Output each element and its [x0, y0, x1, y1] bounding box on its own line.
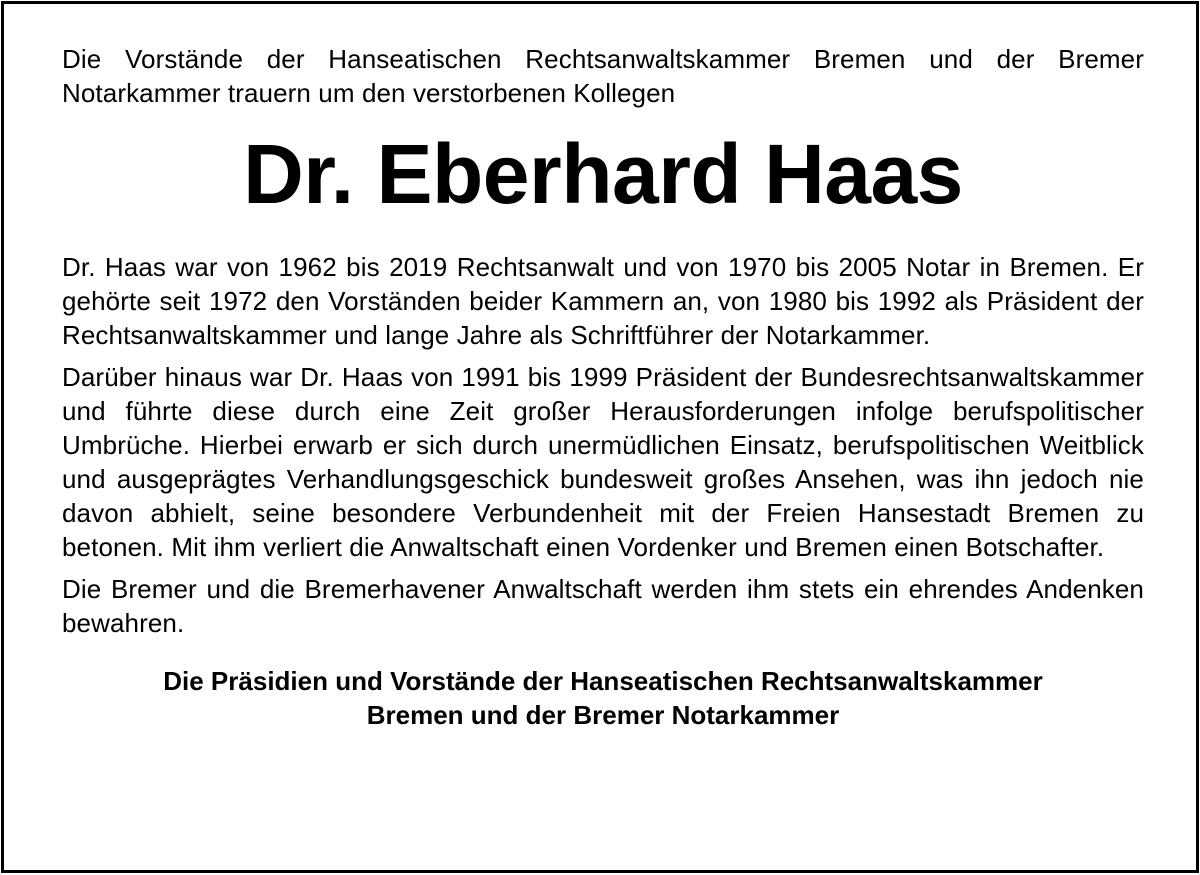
obituary-notice-frame	[1, 1, 1199, 873]
signature-line-1: Die Präsidien und Vorstände der Hanseatischen Rechtsanwaltskammer	[163, 666, 1043, 696]
intro-text: Die Vorstände der Hanseatischen Rechtsanwaltskammer Bremen und der Bremer Notarkammer trauern um den verstorbenen Kollegen	[62, 44, 1144, 108]
paragraph-bundesrechtsanwaltskammer: Darüber hinaus war Dr. Haas von 1991 bis 1999 Präsident der Bundesrechtsanwaltskammer und führte diese durch eine Zeit großer Herausforderungen infolge berufspolitischer Umbrüche. Hierbei erwarb er sich durch unermüdlichen Einsatz, berufspolitischen Weitblick und ausgeprägtes Verhandlungsgeschick bundesweit großes Ansehen, was ihn jedoch nie davon abhielt, seine besondere Verbundenheit mit der Freien Hansestadt Bremen zu betonen. Mit ihm verliert die Anwaltschaft einen Vordenker und Bremen einen Botschafter.	[62, 362, 1144, 562]
paragraph-remembrance: Die Bremer und die Bremerhavener Anwaltschaft werden ihm stets ein ehrendes Andenken bewahren.	[62, 574, 1144, 638]
signature-line-2: Bremen und der Bremer Notarkammer	[366, 700, 840, 730]
deceased-name: Dr. Eberhard Haas	[243, 127, 963, 221]
obituary-content	[62, 42, 1144, 732]
paragraph-career: Dr. Haas war von 1962 bis 2019 Rechtsanwalt und von 1970 bis 2005 Notar in Bremen. Er gehörte seit 1972 den Vorständen beider Kammern an, von 1980 bis 1992 als Präsident der Rechtsanwaltskammer und lange Jahre als Schriftführer der Notarkammer.	[62, 252, 1144, 350]
signature-block	[62, 664, 1144, 732]
